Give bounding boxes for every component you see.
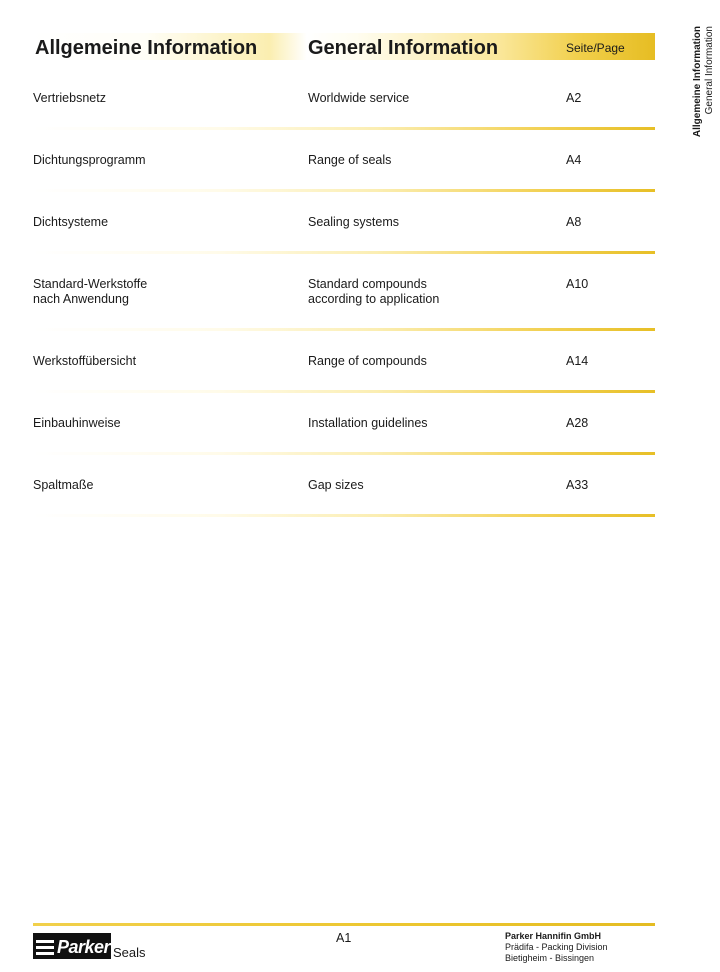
toc-entry-de: Spaltmaße (33, 478, 94, 492)
side-tab-title-de: Allgemeine Information (692, 26, 703, 138)
toc-entry-en: Range of seals (308, 153, 392, 167)
row-divider (33, 452, 655, 455)
toc-page-ref[interactable]: A28 (566, 416, 589, 430)
parker-seals-logo (33, 930, 163, 964)
toc-entry-de-line2: nach Anwendung (33, 292, 129, 306)
company-division: Prädifa - Packing Division (505, 942, 608, 952)
row-divider (33, 328, 655, 331)
toc-entry-de: Werkstoffübersicht (33, 354, 137, 368)
parker-logo-bars-icon (36, 940, 54, 958)
toc-entry-de: Dichtungsprogramm (33, 153, 146, 167)
toc-entry-de: Vertriebsnetz (33, 91, 106, 105)
toc-entry-en: Worldwide service (308, 91, 410, 105)
header-band (33, 33, 655, 60)
title-en: General Information (308, 37, 499, 59)
row-divider (33, 514, 655, 517)
company-name: Parker Hannifin GmbH (505, 931, 602, 941)
page-number: A1 (336, 931, 352, 945)
row-divider (33, 390, 655, 393)
row-divider (33, 251, 655, 254)
toc-entry-en: Gap sizes (308, 478, 364, 492)
parker-logo-block (33, 933, 111, 959)
side-tab (692, 26, 718, 176)
toc-page-ref[interactable]: A8 (566, 215, 582, 229)
toc-page-ref[interactable]: A14 (566, 354, 589, 368)
side-tab-title-en: General Information (704, 26, 715, 115)
toc-entry-en: Installation guidelines (308, 416, 428, 430)
toc-page-ref[interactable]: A33 (566, 478, 589, 492)
page-column-label: Seite/Page (566, 41, 625, 55)
toc-entry-en-line1: Standard compounds (308, 277, 427, 291)
toc-entry-en: Sealing systems (308, 215, 400, 229)
footer-divider (33, 923, 655, 926)
logo-suffix: Seals (113, 945, 146, 960)
company-location: Bietigheim - Bissingen (505, 953, 595, 963)
toc-entry-de-line1: Standard-Werkstoffe (33, 277, 148, 291)
toc-entry-en (308, 277, 439, 307)
toc-page-ref[interactable]: A2 (566, 91, 582, 105)
toc-entry-de (33, 277, 147, 307)
toc-entry-en: Range of compounds (308, 354, 427, 368)
toc-entry-de: Einbauhinweise (33, 416, 121, 430)
logo-wordmark: Parker (57, 937, 111, 957)
company-address (505, 931, 608, 964)
title-de: Allgemeine Information (35, 37, 258, 59)
toc-entry-de: Dichtsysteme (33, 215, 109, 229)
toc-page-ref[interactable]: A4 (566, 153, 582, 167)
toc-entry-en-line2: according to application (308, 292, 440, 306)
row-divider (33, 127, 655, 130)
toc-page-ref[interactable]: A10 (566, 277, 589, 291)
row-divider (33, 189, 655, 192)
